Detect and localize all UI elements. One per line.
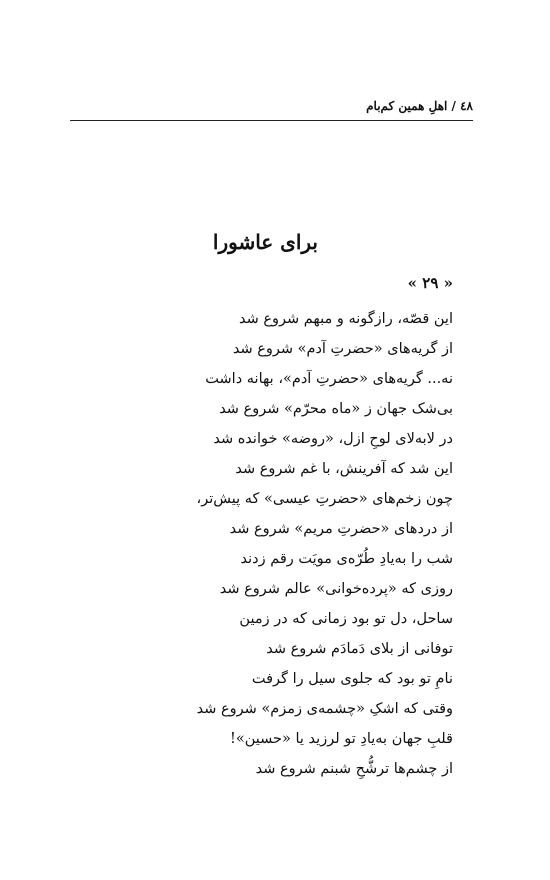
poem-line: قلبِ جهان به‌یادِ تو لرزید یا «حسین»! bbox=[230, 731, 453, 747]
running-head bbox=[70, 98, 473, 121]
poem-line: از چشم‌ها ترشُّحِ شبنم شروع شد bbox=[255, 761, 453, 777]
poem-line: شب را به‌یادِ طُرّه‌ی مویَت رقم زدند bbox=[240, 551, 453, 567]
poem-title: برای عاشورا bbox=[212, 230, 318, 254]
poem-line: چون زخم‌های «حضرتِ عیسی» که پیش‌تر، bbox=[196, 491, 453, 507]
poem-line: نامِ تو بود که جلوی سیل را گرفت bbox=[251, 671, 453, 687]
poem-line: در لابه‌لای لوحِ ازل، «روضه» خوانده شد bbox=[213, 431, 453, 447]
poem-line: این شد که آفرینش، با غم شروع شد bbox=[235, 461, 453, 477]
page-number-and-book-title: ٤٨ / اهلِ همین کم‌بام bbox=[366, 99, 473, 113]
poem-line: وقتی که اشکِ «چشمه‌ی زمزم» شروع شد bbox=[196, 701, 453, 717]
poem-body bbox=[113, 304, 453, 784]
poem-line: روزی که «پرده‌خوانی» عالم شروع شد bbox=[219, 581, 453, 597]
poem-line: نه... گریه‌های «حضرتِ آدم»، بهانه داشت bbox=[205, 371, 453, 387]
poem-number: « ۲۹ » bbox=[407, 274, 453, 292]
poem-line: از دردهای «حضرتِ مریم» شروع شد bbox=[229, 521, 453, 537]
poem-line: توفانی از بلای دَمادَم شروع شد bbox=[266, 641, 453, 657]
poem-line: این قصّه، رازگونه و مبهم شروع شد bbox=[239, 311, 453, 327]
poem-line: از گریه‌های «حضرتِ آدم» شروع شد bbox=[232, 341, 453, 357]
poem-line: بی‌شک جهان ز «ماه محرّم» شروع شد bbox=[219, 401, 453, 417]
poem-line: ساحل، دل تو بود زمانی که در زمین bbox=[239, 611, 453, 627]
